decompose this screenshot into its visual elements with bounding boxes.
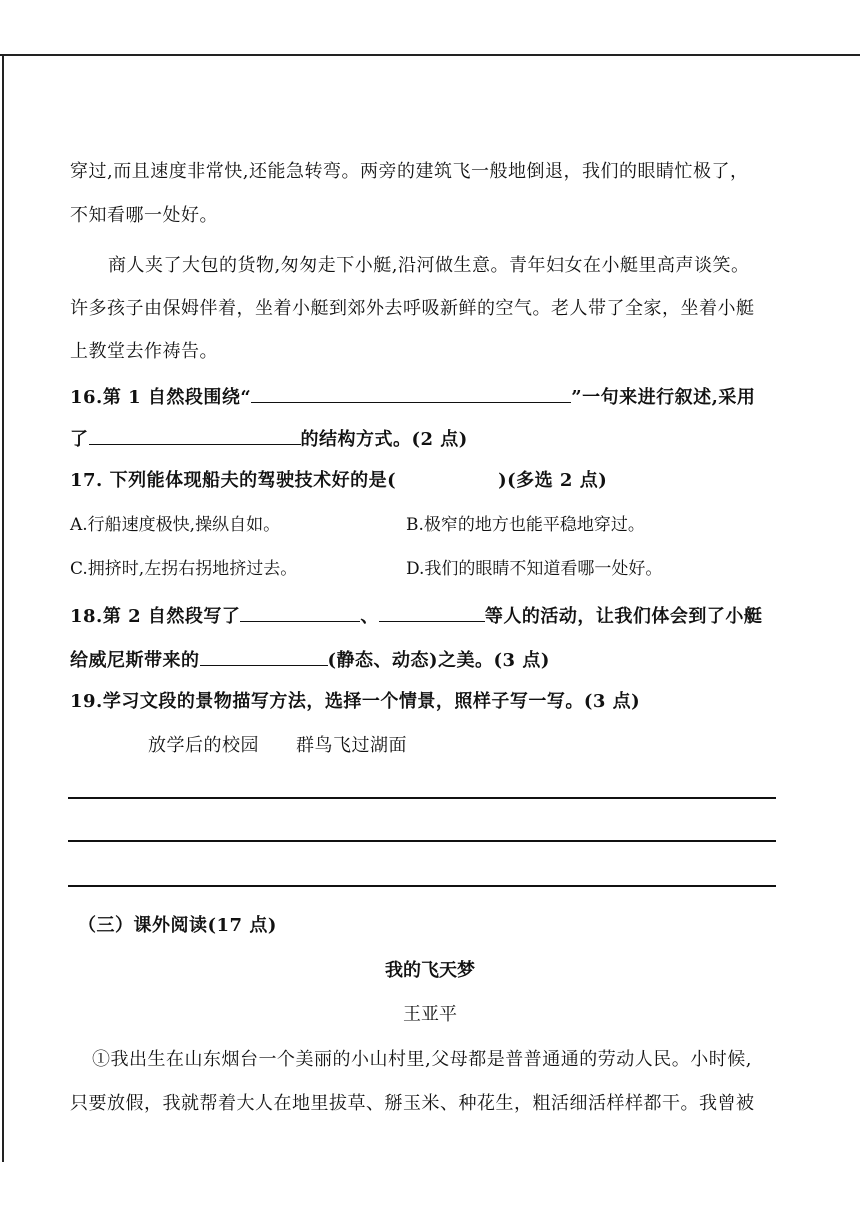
q17-stem-a: 17. 下列能体现船夫的驾驶技术好的是( <box>70 470 397 491</box>
article-author: 王亚平 <box>403 1004 457 1025</box>
q18-text-c: 等人的活动，让我们体会到了小艇 <box>484 606 763 627</box>
q16-text-b: ”一句来进行叙述,采用 <box>571 387 756 408</box>
question-18-line-2 <box>70 647 550 673</box>
answer-line-2[interactable] <box>68 840 776 842</box>
q18-text-e: (静态、动态)之美。(3 点) <box>327 650 550 671</box>
q17-option-c: C.拥挤时,左拐右拐地挤过去。 <box>70 559 298 579</box>
passage-line-3: 商人夹了大包的货物,匆匆走下小艇,沿河做生意。青年妇女在小艇里高声谈笑。 <box>108 255 750 276</box>
question-16-line-1 <box>70 384 755 410</box>
q18-blank-3[interactable] <box>200 647 328 666</box>
question-16-line-2 <box>70 426 468 452</box>
question-19-stem: 19.学习文段的景物描写方法，选择一个情景，照样子写一写。(3 点) <box>70 691 641 712</box>
q18-text-a: 18.第 2 自然段写了 <box>70 606 241 627</box>
page-left-border <box>2 54 4 1162</box>
passage-line-4: 许多孩子由保姆伴着，坐着小艇到郊外去呼吸新鲜的空气。老人带了全家，坐着小艇 <box>70 298 755 319</box>
q16-text-c: 了 <box>70 429 89 450</box>
q18-text-d: 给威尼斯带来的 <box>70 650 200 671</box>
q18-text-b: 、 <box>360 606 379 627</box>
q18-blank-1[interactable] <box>240 603 360 622</box>
q17-stem-b: )(多选 2 点) <box>498 470 608 491</box>
answer-line-1[interactable] <box>68 797 776 799</box>
article-paragraph-1-line-2: 只要放假，我就帮着大人在地里拔草、掰玉米、种花生，粗活细活样样都干。我曾被 <box>70 1093 755 1114</box>
q17-option-a: A.行船速度极快,操纵自如。 <box>70 515 281 535</box>
q16-blank-1[interactable] <box>251 384 571 403</box>
q16-text-d: 的结构方式。(2 点) <box>300 429 468 450</box>
article-paragraph-1-line-1: ①我出生在山东烟台一个美丽的小山村里,父母都是普普通通的劳动人民。小时候, <box>92 1049 752 1070</box>
question-19-choices: 放学后的校园 群鸟飞过湖面 <box>148 735 407 756</box>
article-title: 我的飞天梦 <box>385 960 475 981</box>
page-top-border <box>0 54 860 56</box>
question-17-stem <box>70 469 607 493</box>
section-heading: （三）课外阅读(17 点) <box>78 915 277 936</box>
q16-text-a: 16.第 1 自然段围绕“ <box>70 387 252 408</box>
q16-blank-2[interactable] <box>89 426 301 445</box>
answer-line-3[interactable] <box>68 885 776 887</box>
q17-option-b: B.极窄的地方也能平稳地穿过。 <box>406 515 645 535</box>
q18-blank-2[interactable] <box>379 603 485 622</box>
passage-line-2: 不知看哪一处好。 <box>70 205 218 226</box>
q17-option-d: D.我们的眼睛不知道看哪一处好。 <box>406 559 663 579</box>
question-18-line-1 <box>70 603 762 629</box>
passage-line-1: 穿过,而且速度非常快,还能急转弯。两旁的建筑飞一般地倒退，我们的眼睛忙极了， <box>70 161 749 182</box>
passage-line-5: 上教堂去作祷告。 <box>70 341 218 362</box>
